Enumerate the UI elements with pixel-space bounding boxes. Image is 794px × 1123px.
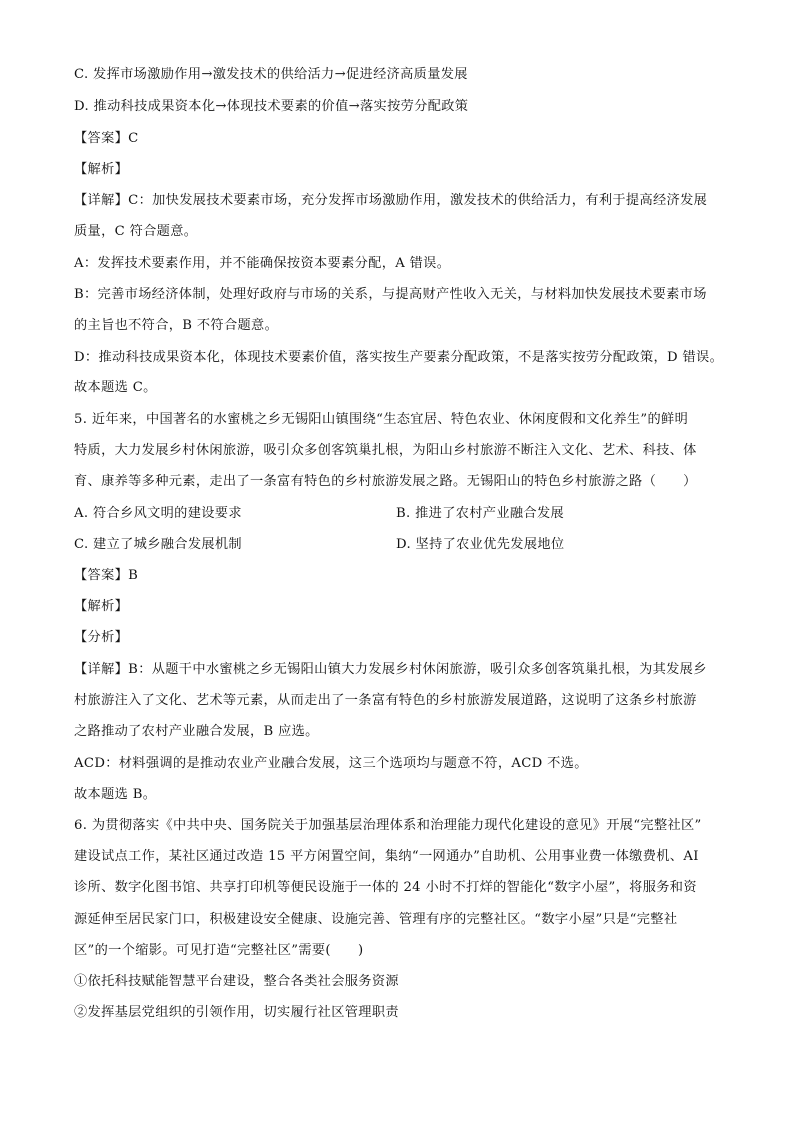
q5-conclusion: 故本题选 B。 <box>74 787 157 802</box>
q6-stem-line-1: 6. 为贯彻落实《中共中央、国务院关于加强基层治理体系和治理能力现代化建设的意见》开展“完整社区” <box>74 818 702 833</box>
q5-option-d: D. 坚持了农业优先发展地位 <box>396 537 565 552</box>
q5-stem-line-3: 育、康养等多种元素，走出了一条富有特色的乡村旅游发展之路。无锡阳山的特色乡村旅游之路（ ） <box>74 474 697 489</box>
q5-options-row-1 <box>74 504 724 524</box>
q5-option-a: A. 符合乡风文明的建设要求 <box>74 506 242 521</box>
q4-b-note-line-1: B：完善市场经济体制，处理好政府与市场的关系，与提高财产性收入无关，与材料加快发展技术要素市场 <box>74 287 707 302</box>
q6-stem-line-4: 源延伸至居民家门口，积极建设安全健康、设施完善、管理有序的完整社区。“数字小屋”只是“完整社 <box>74 912 678 927</box>
q6-item-2: ②发挥基层党组织的引领作用，切实履行社区管理职责 <box>74 1005 399 1020</box>
q6-stem-line-5: 区”的一个缩影。可见打造“完整社区”需要( ) <box>74 943 364 958</box>
q4-conclusion: 故本题选 C。 <box>74 380 157 395</box>
q5-stem-line-1: 5. 近年来，中国著名的水蜜桃之乡无锡阳山镇围绕“生态宜居、特色农业、休闲度假和文化养生”的鲜明 <box>74 412 689 427</box>
q4-detail-line-1: 【详解】C：加快发展技术要素市场，充分发挥市场激励作用，激发技术的供给活力，有利于提高经济发展 <box>74 193 708 208</box>
q4-option-c: C. 发挥市场激励作用→激发技术的供给活力→促进经济高质量发展 <box>74 67 468 82</box>
q5-option-c: C. 建立了城乡融合发展机制 <box>74 537 242 552</box>
q4-a-note: A：发挥技术要素作用，并不能确保按资本要素分配，A 错误。 <box>74 256 451 271</box>
q5-options-row-2 <box>74 535 724 555</box>
q4-d-note: D：推动科技成果资本化，体现技术要素价值，落实按生产要素分配政策，不是落实按劳分配政策，D 错误。 <box>74 350 724 365</box>
q5-analysis-label: 【解析】 <box>74 599 129 614</box>
q5-fenxi-label: 【分析】 <box>74 630 129 645</box>
q4-detail-line-2: 质量，C 符合题意。 <box>74 224 198 239</box>
q5-detail-line-3: 之路推动了农村产业融合发展，B 应选。 <box>74 724 319 739</box>
q5-stem-line-2: 特质，大力发展乡村休闲旅游，吸引众多创客筑巢扎根，为阳山乡村旅游不断注入文化、艺术、科技、体 <box>74 443 697 458</box>
q6-item-1: ①依托科技赋能智慧平台建设，整合各类社会服务资源 <box>74 974 399 989</box>
q4-analysis-label: 【解析】 <box>74 162 129 177</box>
q4-b-note-line-2: 的主旨也不符合，B 不符合题意。 <box>74 318 279 333</box>
q5-answer: 【答案】B <box>74 568 139 583</box>
q6-stem-line-2: 建设试点工作，某社区通过改造 15 平方闲置空间，集纳“一网通办”自助机、公用事业费一体缴费机、AI <box>74 849 699 864</box>
q5-acd-note: ACD：材料强调的是推动农业产业融合发展，这三个选项均与题意不符，ACD 不选。 <box>74 756 588 771</box>
q4-option-d: D. 推动科技成果资本化→体现技术要素的价值→落实按劳分配政策 <box>74 99 469 114</box>
q4-answer: 【答案】C <box>74 131 139 146</box>
q5-detail-line-2: 村旅游注入了文化、艺术等元素，从而走出了一条富有特色的乡村旅游发展道路，这说明了这条乡村旅游 <box>74 693 697 708</box>
q5-option-b: B. 推进了农村产业融合发展 <box>396 506 565 521</box>
q5-detail-line-1: 【详解】B：从题干中水蜜桃之乡无锡阳山镇大力发展乡村休闲旅游，吸引众多创客筑巢扎根，为其发展乡 <box>74 662 707 677</box>
q6-stem-line-3: 诊所、数字化图书馆、共享打印机等便民设施于一体的 24 小时不打烊的智能化“数字小屋”，将服务和资 <box>74 880 697 895</box>
